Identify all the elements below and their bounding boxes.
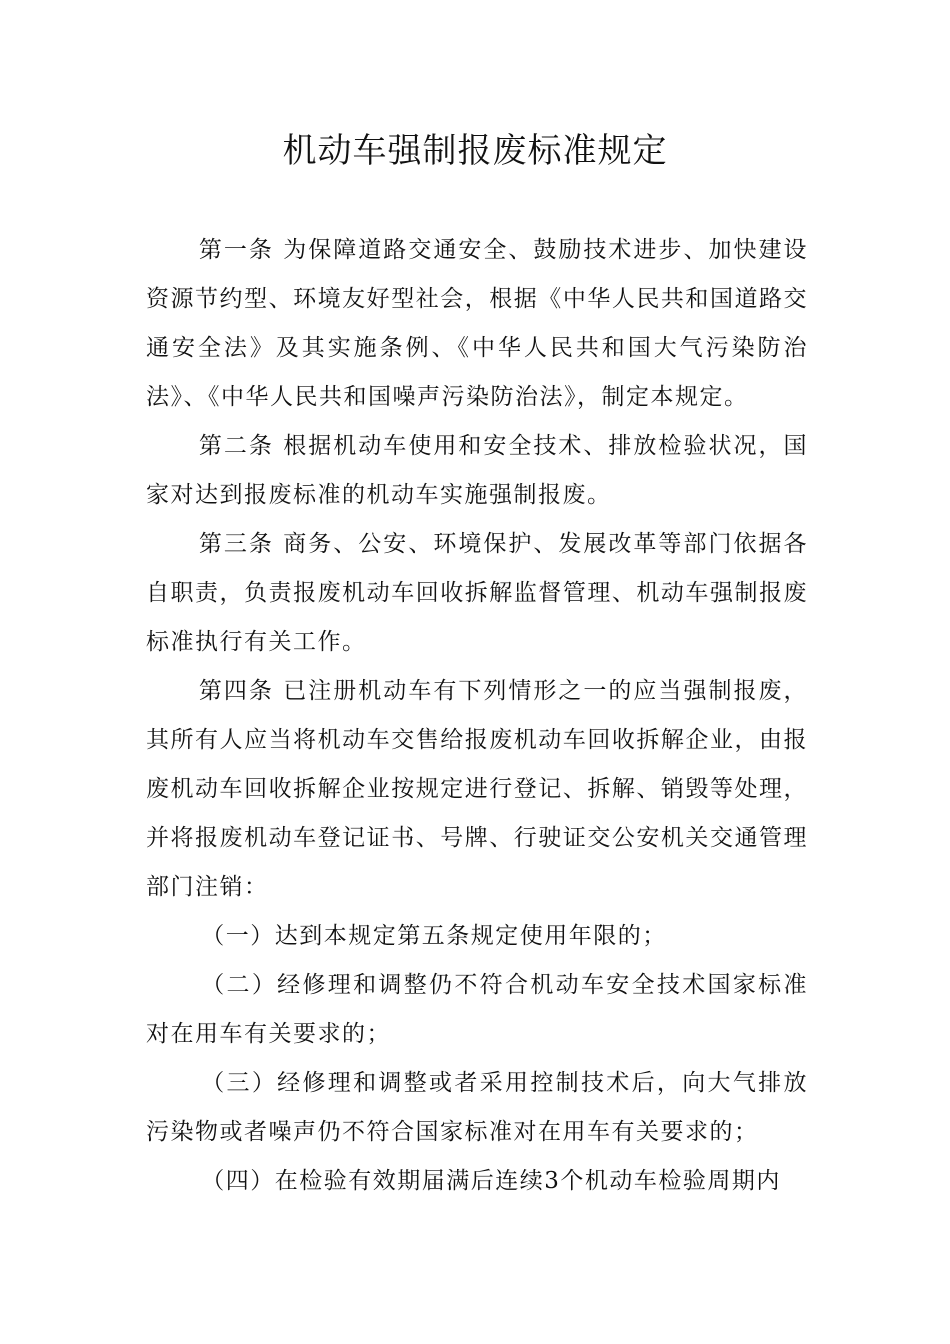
article-1-paragraph: 第一条 为保障道路交通安全、鼓励技术进步、加快建设资源节约型、环境友好型社会，根据《中华人民共和国道路交通安全法》及其实施条例、《中华人民共和国大气污染防治法》、《中华人民共和国噪声污染防治法》，制定本规定。	[146, 237, 808, 410]
list-item-2: （二）经修理和调整仍不符合机动车安全技术国家标准对在用车有关要求的；	[146, 972, 808, 1047]
article-4-paragraph: 第四条 已注册机动车有下列情形之一的应当强制报废，其所有人应当将机动车交售给报废机动车回收拆解企业，由报废机动车回收拆解企业按规定进行登记、拆解、销毁等处理，并将报废机动车登记证书、号牌、行驶证交公安机关交通管理部门注销：	[146, 678, 808, 900]
article-2-paragraph: 第二条 根据机动车使用和安全技术、排放检验状况，国家对达到报废标准的机动车实施强制报废。	[146, 433, 808, 508]
article-3-paragraph: 第三条 商务、公安、环境保护、发展改革等部门依据各自职责，负责报废机动车回收拆解监督管理、机动车强制报废标准执行有关工作。	[146, 531, 808, 655]
list-item-1: （一）达到本规定第五条规定使用年限的；	[201, 923, 667, 949]
document-title: 机动车强制报废标准规定	[282, 131, 668, 171]
list-item-3: （三）经修理和调整或者采用控制技术后，向大气排放污染物或者噪声仍不符合国家标准对在用车有关要求的；	[146, 1070, 808, 1145]
document-body	[146, 226, 808, 1206]
list-item-4: （四）在检验有效期届满后连续3个机动车检验周期内	[201, 1168, 781, 1194]
